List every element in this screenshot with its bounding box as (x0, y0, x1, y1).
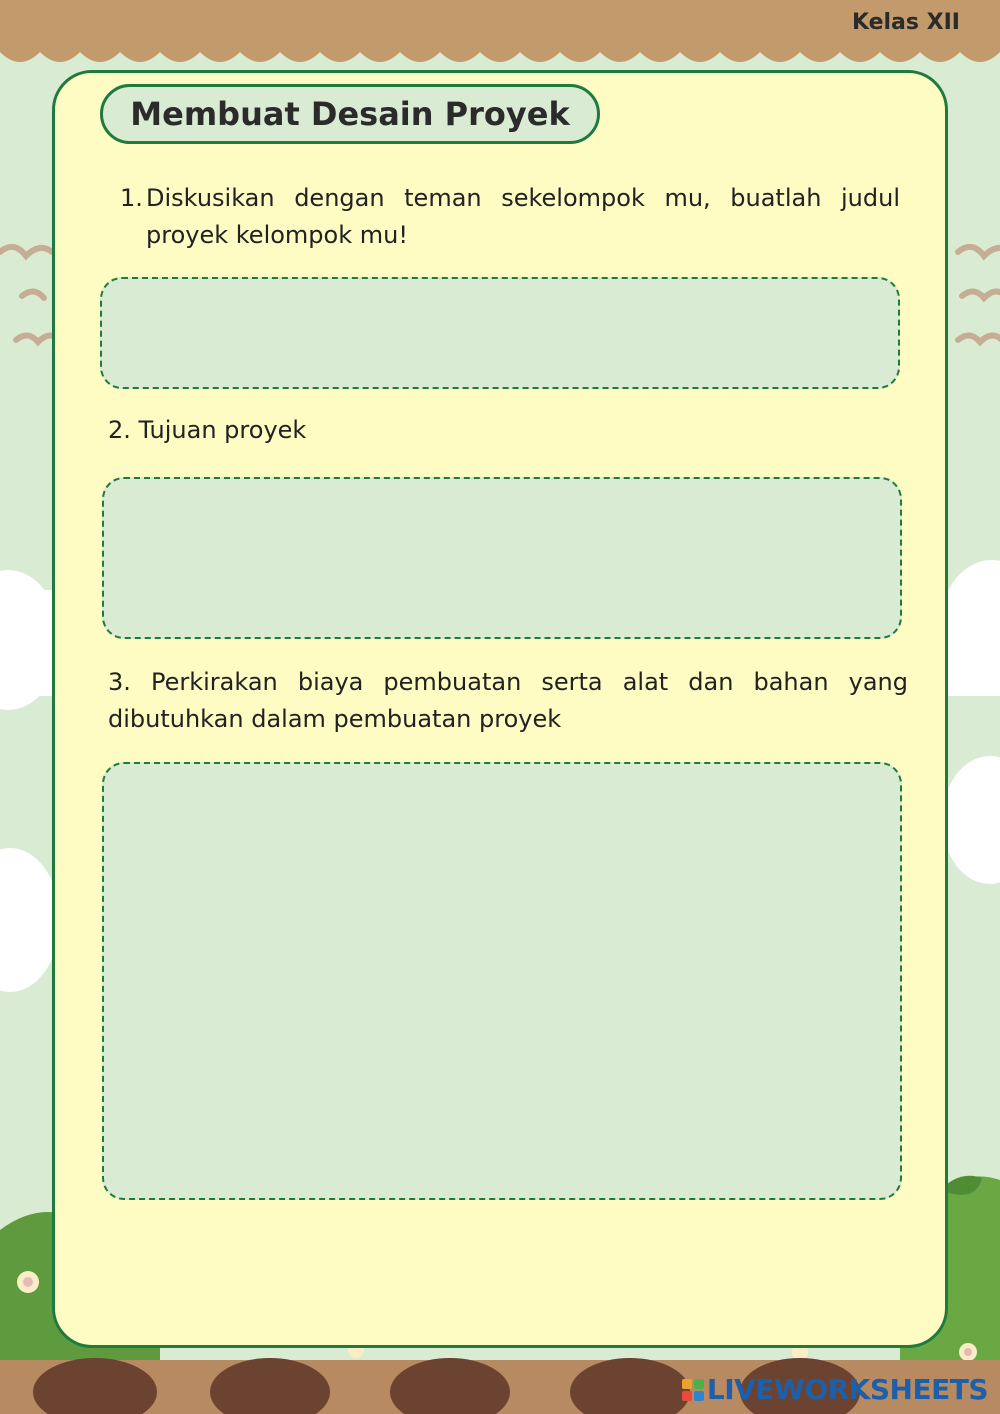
question-1-number: 1. (120, 184, 143, 212)
header-band (0, 0, 1000, 62)
question-3-text: 3. Perkirakan biaya pembuatan serta alat dan bahan yang dibutuhkan dalam pembuatan proyek (108, 668, 908, 733)
liveworksheets-logo-icon (682, 1379, 704, 1401)
liveworksheets-brand-text: LIVEWORKSHEETS (706, 1373, 988, 1406)
answer-box-2[interactable] (102, 477, 902, 639)
question-1 (120, 180, 900, 254)
cloud-left-lower (0, 848, 60, 992)
worksheet-title-pill (100, 84, 600, 144)
question-1-text: Diskusikan dengan teman sekelompok mu, buatlah judul proyek kelompok mu! (146, 184, 900, 249)
question-2-text: 2. Tujuan proyek (108, 416, 307, 444)
cloud-right-lower (942, 756, 1000, 884)
grade-label: Kelas XII (851, 10, 960, 35)
worksheet-title: Membuat Desain Proyek (130, 95, 570, 133)
answer-box-3[interactable] (102, 762, 902, 1200)
liveworksheets-logo[interactable] (682, 1373, 988, 1406)
answer-box-1[interactable] (100, 277, 900, 389)
